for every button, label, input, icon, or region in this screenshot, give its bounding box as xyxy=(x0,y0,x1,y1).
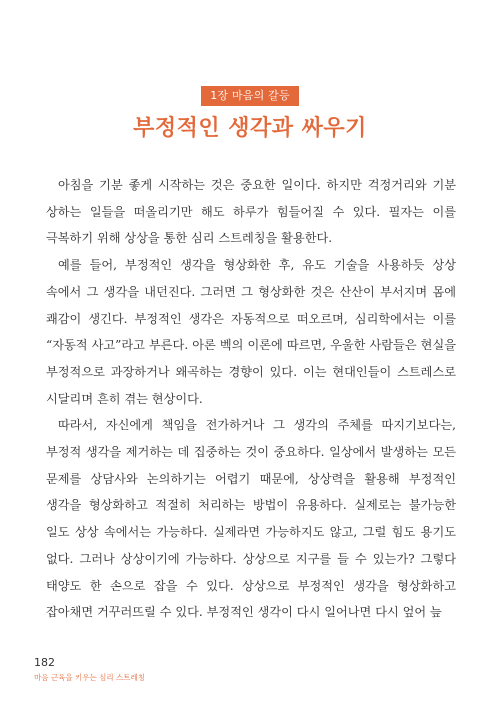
chapter-tag: 1장 마음의 갈등 xyxy=(201,86,299,106)
page-number: 182 xyxy=(34,656,55,669)
body-text xyxy=(46,172,456,626)
running-footer-title: 마음 근육을 키우는 심리 스트레칭 xyxy=(34,673,145,682)
paragraph-3: 따라서, 자신에게 책임을 전가하거나 그 생각의 주체를 따지기보다는, 부정적 생각을 제거하는 데 집중하는 것이 중요하다. 일상에서 발생하는 모든 문제를 상담사와 논의하기는 어렵기 때문에, 상상력을 활용해 부정적인 생각을 형상화하고 적절히 처리하는 방법이 유용하다. 실제로는 불가능한 일도 상상 속에서는 가능하다. 실제라면 가능하지도 않고, 그럴 힘도 용기도 없다. 그러나 상상이기에 가능하다. 상상으로 지구를 들 수 있는가? 그렇다 태양도 한 손으로 잡을 수 있다. 상상으로 부정적인 생각을 형상화하고 잡아채면 거꾸러뜨릴 수 있다. 부정적인 생각이 다시 일어나면 다시 엎어 늪 xyxy=(46,418,456,620)
paragraph-1: 아침을 기분 좋게 시작하는 것은 중요한 일이다. 하지만 걱정거리와 기분 상하는 일들을 떠올리기만 해도 하루가 힘들어질 수 있다. 필자는 이를 극복하기 위해 상상을 통한 심리 스트레칭을 활용한다. xyxy=(46,178,456,246)
page-title: 부정적인 생각과 싸우기 xyxy=(133,116,367,141)
chapter-tag-container xyxy=(0,84,500,106)
paragraph-2: 예를 들어, 부정적인 생각을 형상화한 후, 유도 기술을 사용하듯 상상 속에서 그 생각을 내던진다. 그러면 그 형상화한 것은 산산이 부서지며 몸에 쾌감이 생긴다. 부정적인 생각은 자동적으로 떠오르며, 심리학에서는 이를 “자동적 사고”라고 부른다. 아론 벡의 이론에 따르면, 우울한 사람들은 현실을 부정적으로 과장하거나 왜곡하는 경향이 있다. 이는 현대인들이 스트레스로 시달리며 흔히 겪는 현상이다. xyxy=(46,258,456,406)
